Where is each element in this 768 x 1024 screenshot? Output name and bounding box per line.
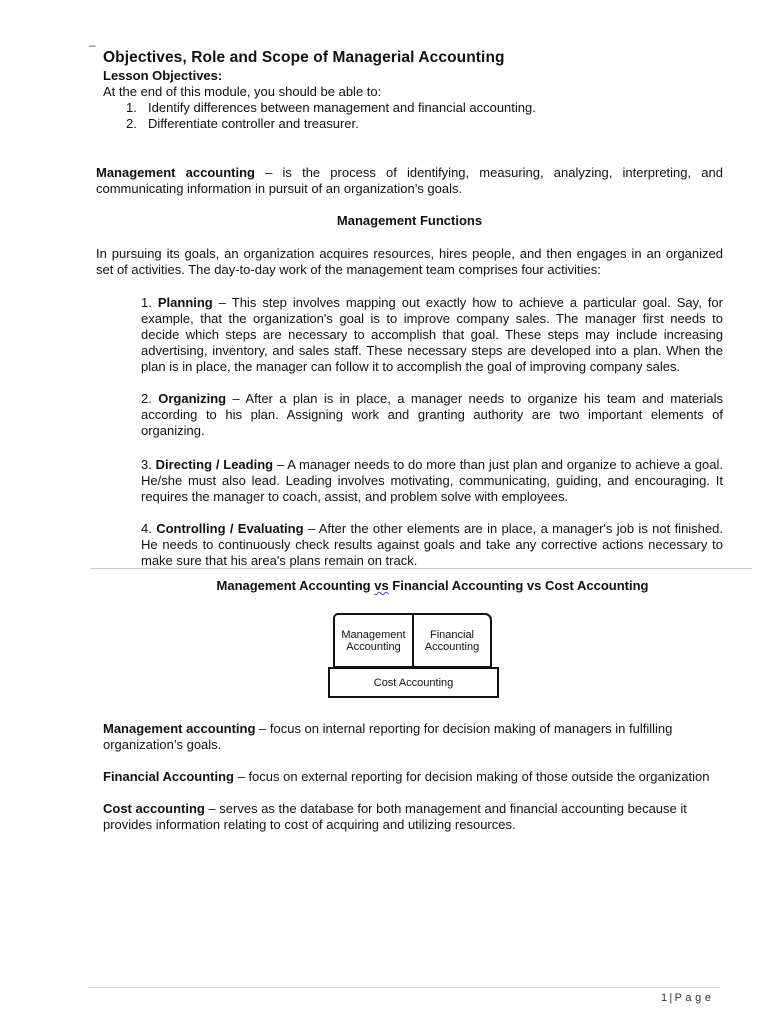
- comparison-heading-part: Management Accounting: [216, 578, 375, 593]
- footer-rule: [88, 987, 720, 988]
- cost-accounting-comparison: [103, 801, 723, 833]
- lesson-objectives-heading: Lesson Objectives:: [103, 68, 223, 83]
- function-text: – This step involves mapping out exactly how to achieve a particular goal. Say, for example, that the organization's goal is to improve company sales. The manager first needs to decide which steps are necessary to accomplish that goal. These steps may include increasing advertising, inventory, and sales staff. These necessary steps are developed into a plan. When the plan is in place, the manager can follow it to accomplish the goal of improving company sales.: [141, 295, 723, 374]
- diagram-cost-accounting-box: [328, 667, 499, 698]
- function-term: Directing / Leading: [155, 457, 274, 472]
- function-number: 4.: [141, 521, 157, 536]
- function-number: 1.: [141, 295, 158, 310]
- objective-text: Identify differences between management and financial accounting.: [148, 100, 536, 115]
- diagram-management-accounting-box: [333, 613, 413, 668]
- page-label: P a g e: [674, 992, 712, 1004]
- function-number: 2.: [141, 391, 159, 406]
- function-controlling: [141, 521, 723, 569]
- diagram-label: Management Accounting: [341, 628, 406, 653]
- management-functions-heading: Management Functions: [336, 213, 483, 228]
- objective-item: [126, 116, 359, 131]
- function-term: Planning: [157, 295, 213, 310]
- management-accounting-comparison: [103, 721, 723, 753]
- objective-number: 2.: [126, 116, 137, 131]
- function-text: – After the other elements are in place, a manager's job is not finished. He needs to continuously check results against goals and take any corrective actions necessary to make sure that his area's plans remain on track.: [141, 521, 723, 568]
- definition-text: – is the process of identifying, measuring, analyzing, interpreting, and communicating information in pursuit of an organization’s goals.: [96, 165, 723, 196]
- comparison-heading: [150, 578, 715, 593]
- management-accounting-definition: [96, 165, 723, 197]
- function-directing: [141, 457, 723, 505]
- header-dash: –: [89, 38, 96, 52]
- objective-number: 1.: [126, 100, 137, 115]
- comparison-text: – focus on external reporting for decision making of those outside the organization: [233, 769, 710, 784]
- comparison-heading-part: Financial Accounting vs Cost Accounting: [388, 578, 649, 593]
- function-term: Controlling / Evaluating: [156, 521, 304, 536]
- function-planning: [141, 295, 723, 375]
- objectives-intro: At the end of this module, you should be able to:: [103, 84, 382, 99]
- diagram-financial-accounting-box: [413, 613, 492, 668]
- financial-accounting-comparison: [103, 769, 733, 785]
- comparison-term: Financial Accounting: [103, 769, 234, 784]
- function-text: – A manager needs to do more than just plan and organize to achieve a goal. He/she must also lead. Leading involves motivating, communicating, guiding, and encouraging. It requires the manager to coach, assist, and problem solve with employees.: [141, 457, 723, 504]
- page-footer: [661, 992, 711, 1004]
- function-term: Organizing: [158, 391, 227, 406]
- diagram-label: Cost Accounting: [373, 676, 454, 689]
- functions-intro: In pursuing its goals, an organization acquires resources, hires people, and then engages in an organized set of activities. The day-to-day work of the management team comprises four activities:: [96, 246, 723, 277]
- function-number: 3.: [141, 457, 156, 472]
- comparison-term: Management accounting: [103, 721, 256, 736]
- objective-item: [126, 100, 536, 115]
- function-organizing: [141, 391, 723, 439]
- document-title: Objectives, Role and Scope of Managerial Accounting: [103, 49, 505, 66]
- diagram-label: Financial Accounting: [424, 628, 480, 653]
- comparison-text: – serves as the database for both management and financial accounting because it provides information relating to cost of acquiring and utilizing resources.: [103, 801, 687, 832]
- comparison-text: – focus on internal reporting for decision making of managers in fulfilling organization’s goals.: [103, 721, 673, 752]
- objective-text: Differentiate controller and treasurer.: [148, 116, 359, 131]
- page-number: 1: [661, 992, 668, 1004]
- comparison-heading-vs: vs: [374, 578, 389, 593]
- function-text: – After a plan is in place, a manager needs to organize his team and materials according to his plan. Assigning work and granting authority are two important elements of organizing.: [141, 391, 723, 438]
- page-separator: |: [669, 992, 673, 1004]
- definition-term: Management accounting: [96, 165, 255, 180]
- comparison-term: Cost accounting: [103, 801, 205, 816]
- section-divider: [90, 568, 752, 569]
